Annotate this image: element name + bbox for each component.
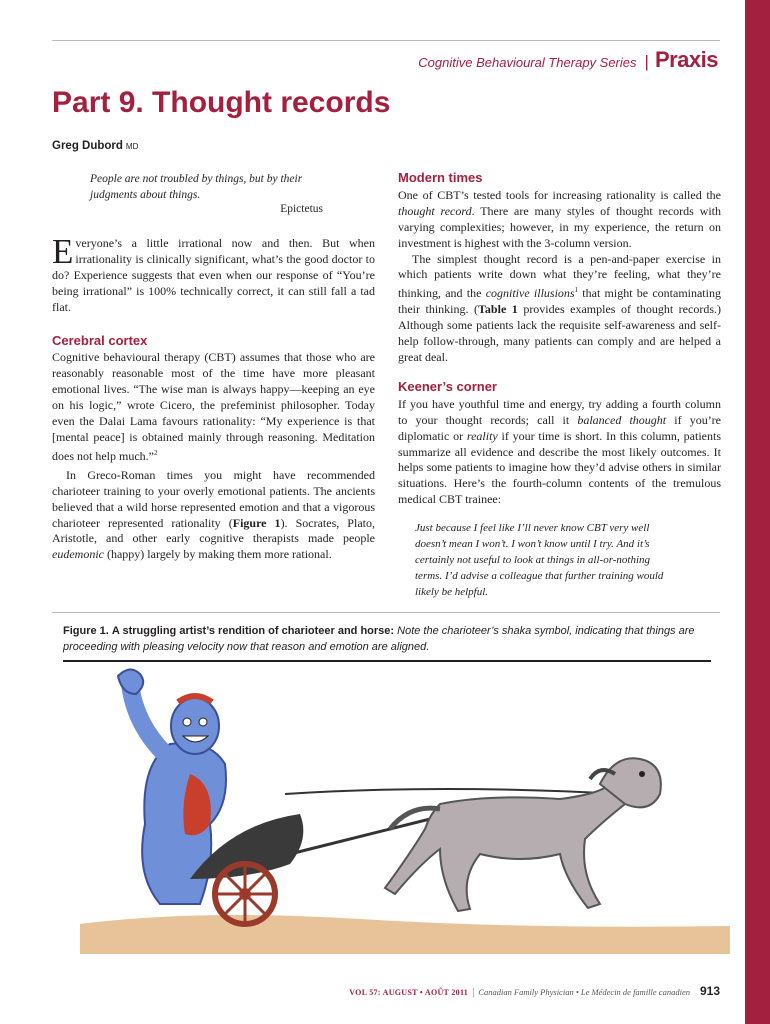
author-byline bbox=[52, 140, 138, 152]
keener-p1-em1: balanced thought bbox=[577, 412, 667, 427]
modern-p2-a: The simplest thought record is a pen-and-paper exercise in which patients write down what they’re feeling, what they’re thinking, and the bbox=[398, 251, 721, 301]
keener-p1-em2: reality bbox=[466, 428, 498, 443]
page-number: 913 bbox=[699, 984, 720, 998]
intro-paragraph bbox=[52, 232, 375, 316]
cerebral-p2-em: eudemonic bbox=[52, 547, 104, 562]
modern-p2-em: cognitive illusions bbox=[485, 286, 575, 301]
footer-separator: | bbox=[472, 986, 475, 998]
series-name: Cognitive Behavioural Therapy Series bbox=[418, 55, 637, 70]
cerebral-paragraph-1 bbox=[52, 350, 375, 464]
charioteer-drawing bbox=[40, 664, 730, 964]
eye-left bbox=[183, 718, 191, 726]
table-1-ref: Table 1 bbox=[478, 302, 518, 317]
footer-journal: Canadian Family Physician • Le Médecin de famille canadien bbox=[478, 987, 690, 997]
heading-cerebral-cortex: Cerebral cortex bbox=[52, 332, 148, 348]
cerebral-p1-text: Cognitive behavioural therapy (CBT) assumes that those who are reasonably reasonable most of the time have more pleasant emotional lives. “The wise man is always happy—keeping an eye on his logic,” wrote Cicero, the prefeminist philosopher. Today even the Dalai Lama favours rationality: “My experience is that [mental peace] is obtained mainly through reasoning. Meditation does not help much.” bbox=[52, 350, 375, 463]
modern-p1-b: . There are many styles of thought records with varying complexities; however, in my experience, the return on investment is highest with the 3-column version. bbox=[398, 203, 721, 250]
right-column bbox=[398, 170, 721, 600]
page-footer bbox=[349, 984, 720, 998]
cerebral-paragraph-2 bbox=[52, 468, 375, 563]
ref-1: 1 bbox=[574, 286, 579, 295]
figure-title: A struggling artist’s rendition of charioteer and horse: bbox=[111, 625, 395, 637]
author-credential: MD bbox=[125, 142, 139, 151]
modern-paragraph-2 bbox=[398, 252, 721, 366]
figure-rule bbox=[63, 660, 711, 662]
side-color-bar bbox=[745, 0, 770, 1024]
epigraph-quote: People are not troubled by things, but by their judgments about things. bbox=[90, 173, 303, 201]
trainee-quote: Just because I feel like I’ll never know CBT very well doesn’t mean I won’t. I won’t know until I try. And it’s certainly not useful to look at things in all-or-nothing terms. I’d advise a colleague that further training would likely be helpful. bbox=[415, 522, 664, 599]
intro-text: veryone’s a little irrational now and then. But when irrationality is clinically significant, what’s the good doctor to do? Experience suggests that even when our response of “You’re being irrational” is 100% technically correct, it can still fall a tad flat. bbox=[52, 236, 375, 314]
heading-modern-times: Modern times bbox=[398, 170, 483, 185]
cerebral-p2-b: ). Socrates, Plato, Aristotle, and other early cognitive therapists made people bbox=[52, 515, 375, 546]
figure-caption bbox=[63, 624, 715, 655]
modern-p1-a: One of CBT’s tested tools for increasing rationality is called the bbox=[398, 187, 721, 202]
keener-p1-b: if you’re diplomatic or bbox=[398, 412, 722, 443]
modern-p2-b: that might be contaminating their thinking. ( bbox=[398, 286, 721, 317]
cerebral-p2-a: In Greco-Roman times you might have recommended charioteer training to your overly emotional patients. The ancients believed that a wild horse represented emotion and that a vigorous charioteer represented rationality ( bbox=[52, 467, 375, 530]
modern-paragraph-1 bbox=[398, 188, 721, 252]
horse-body bbox=[385, 784, 625, 911]
figure-top-rule bbox=[52, 612, 720, 613]
ref-2: 2 bbox=[153, 448, 158, 457]
ground bbox=[80, 915, 730, 954]
series-header bbox=[418, 47, 718, 73]
author-name: Greg Dubord bbox=[52, 140, 123, 152]
eye-right bbox=[199, 718, 207, 726]
figure-1-ref: Figure 1 bbox=[232, 515, 281, 530]
article-title: Part 9. Thought records bbox=[52, 86, 391, 119]
drop-cap: E bbox=[52, 232, 74, 271]
left-column bbox=[52, 232, 375, 563]
heading-keeners-corner: Keener’s corner bbox=[398, 378, 497, 394]
modern-p2-c: provides examples of thought records.) Although some patients lack the requisite self-awareness and self-help follow-through, many patients can comply and are helped a great deal. bbox=[398, 302, 721, 364]
footer-volume: VOL 57: AUGUST • AOÛT 2011 bbox=[349, 988, 469, 997]
figure-label: Figure 1. bbox=[63, 625, 109, 637]
charioteer-head bbox=[171, 698, 219, 754]
wheel-hub bbox=[239, 888, 251, 900]
cerebral-p2-c: (happy) largely by making them more rational. bbox=[103, 547, 332, 562]
header-rule bbox=[52, 40, 720, 41]
epigraph-source: Epictetus bbox=[280, 203, 323, 215]
keener-p1-a: If you have youthful time and energy, try adding a fourth column to your thought records; call it bbox=[398, 396, 721, 427]
reins bbox=[285, 789, 620, 794]
header-separator: | bbox=[644, 52, 649, 71]
keener-paragraph bbox=[398, 397, 721, 508]
modern-p1-em: thought record bbox=[398, 203, 472, 218]
figure-description: Note the charioteer’s shaka symbol, indicating that things are proceeding with pleasing velocity now that reason and emotion are aligned. bbox=[63, 625, 695, 653]
section-name: Praxis bbox=[654, 47, 718, 72]
keener-p1-c: if your time is short. In this column, patients summarize all evidence and describe the most likely outcomes. It helps some patients to imagine how they’d advise others in similar situations. Here’s the fourth-column contents of the tremulous medical CBT trainee: bbox=[398, 428, 721, 507]
shaka-hand bbox=[118, 669, 143, 694]
horse-eye bbox=[639, 771, 645, 777]
